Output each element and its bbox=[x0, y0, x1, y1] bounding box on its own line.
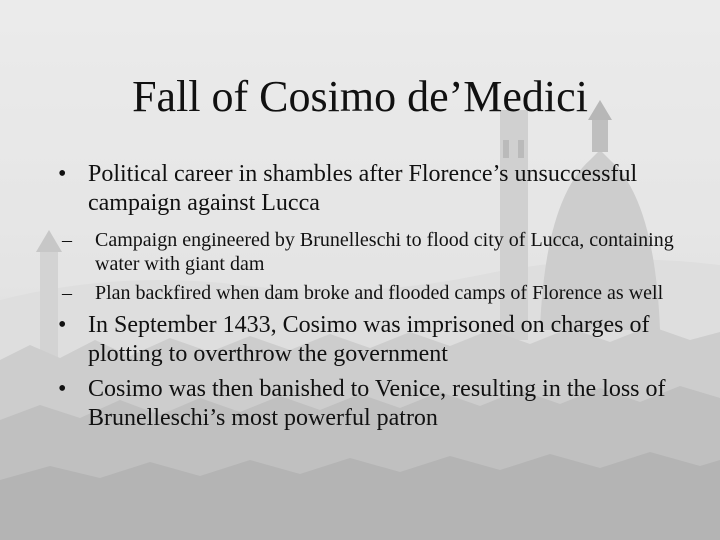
bullet-item bbox=[58, 311, 678, 369]
bullet-marker: • bbox=[58, 312, 67, 338]
bullet-text: Cosimo was then banished to Venice, resulting in the loss of Brunelleschi’s most powerful patron bbox=[88, 376, 666, 431]
bullet-list bbox=[58, 160, 678, 433]
bullet-item bbox=[58, 375, 678, 433]
sub-bullet-marker: – bbox=[62, 229, 72, 251]
sub-bullet-marker: – bbox=[62, 282, 72, 304]
sub-bullet-item bbox=[62, 228, 678, 276]
sub-bullet-text: Plan backfired when dam broke and flooded camps of Florence as well bbox=[95, 282, 664, 304]
bullet-text: Political career in shambles after Florence’s unsuccessful campaign against Lucca bbox=[88, 161, 638, 216]
bullet-item bbox=[58, 160, 678, 218]
bullet-marker: • bbox=[58, 161, 67, 187]
bullet-text: In September 1433, Cosimo was imprisoned on charges of plotting to overthrow the government bbox=[88, 312, 650, 367]
sub-bullet-text: Campaign engineered by Brunelleschi to flood city of Lucca, containing water with giant dam bbox=[95, 229, 674, 275]
sub-bullet-list bbox=[62, 228, 678, 305]
sub-bullet-item bbox=[62, 281, 678, 305]
slide-title: Fall of Cosimo de’Medici bbox=[132, 72, 588, 121]
bullet-marker: • bbox=[58, 376, 67, 402]
